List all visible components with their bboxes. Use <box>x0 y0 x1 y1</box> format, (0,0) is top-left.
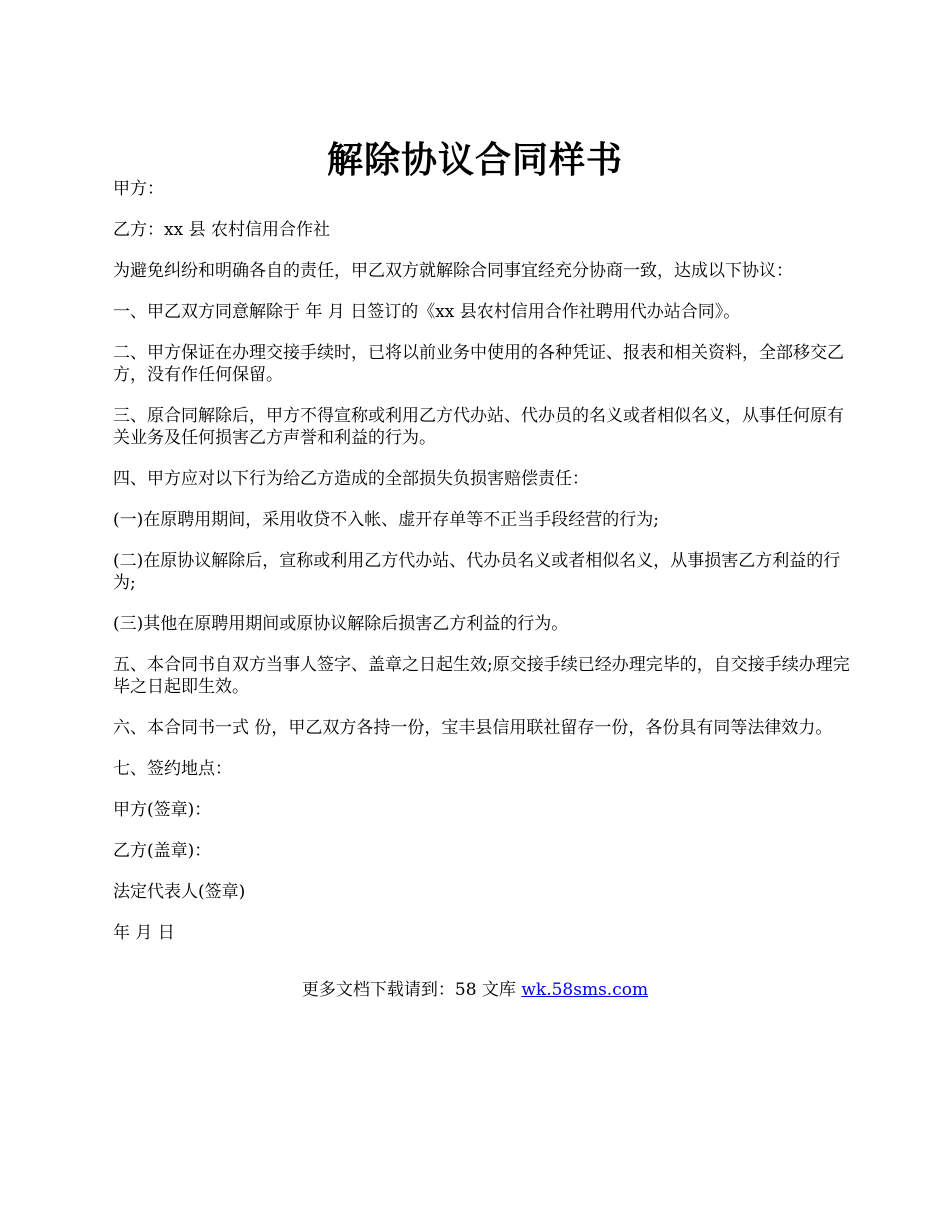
preamble: 为避免纠纷和明确各自的责任，甲乙双方就解除合同事宜经充分协商一致，达成以下协议： <box>113 261 793 281</box>
party-b-line: 乙方：xx 县 农村信用合作社 <box>113 220 330 240</box>
document-body <box>113 178 853 963</box>
clause-6: 六、本合同书一式 份，甲乙双方各持一份，宝丰县信用联社留存一份，各份具有同等法律效力。 <box>113 718 833 738</box>
footer-link[interactable]: wk.58sms.com <box>521 980 649 1000</box>
clause-3: 三、原合同解除后，甲方不得宣称或利用乙方代办站、代办员的名义或者相似名义，从事任何原有关业务及任何损害乙方声誉和利益的行为。 <box>113 406 844 448</box>
clause-4-item-1: (一)在原聘用期间，采用收贷不入帐、虚开存单等不正当手段经营的行为; <box>113 510 659 530</box>
clause-4-item-3: (三)其他在原聘用期间或原协议解除后损害乙方利益的行为。 <box>113 614 569 634</box>
party-a-signature: 甲方(签章)： <box>113 800 212 820</box>
clause-4: 四、甲方应对以下行为给乙方造成的全部损失负损害赔偿责任： <box>113 469 589 489</box>
clause-2: 二、甲方保证在办理交接手续时，已将以前业务中使用的各种凭证、报表和相关资料，全部移交乙方，没有作任何保留。 <box>113 343 844 385</box>
date-line: 年 月 日 <box>113 923 175 943</box>
footer <box>0 978 950 1002</box>
footer-text: 更多文档下载请到：58 文库 <box>301 980 522 1000</box>
party-b-seal: 乙方(盖章)： <box>113 841 212 861</box>
clause-7-signing-place: 七、签约地点： <box>113 759 232 779</box>
legal-representative-signature: 法定代表人(签章) <box>113 882 246 902</box>
party-a-line: 甲方： <box>113 179 164 199</box>
document-title: 解除协议合同样书 <box>326 139 623 182</box>
clause-5: 五、本合同书自双方当事人签字、盖章之日起生效;原交接手续已经办理完毕的，自交接手续办理完毕之日起即生效。 <box>113 655 850 697</box>
clause-4-item-2: (二)在原协议解除后，宣称或利用乙方代办站、代办员名义或者相似名义，从事损害乙方利益的行为; <box>113 551 841 593</box>
clause-1: 一、甲乙双方同意解除于 年 月 日签订的《xx 县农村信用合作社聘用代办站合同》。 <box>113 302 741 322</box>
